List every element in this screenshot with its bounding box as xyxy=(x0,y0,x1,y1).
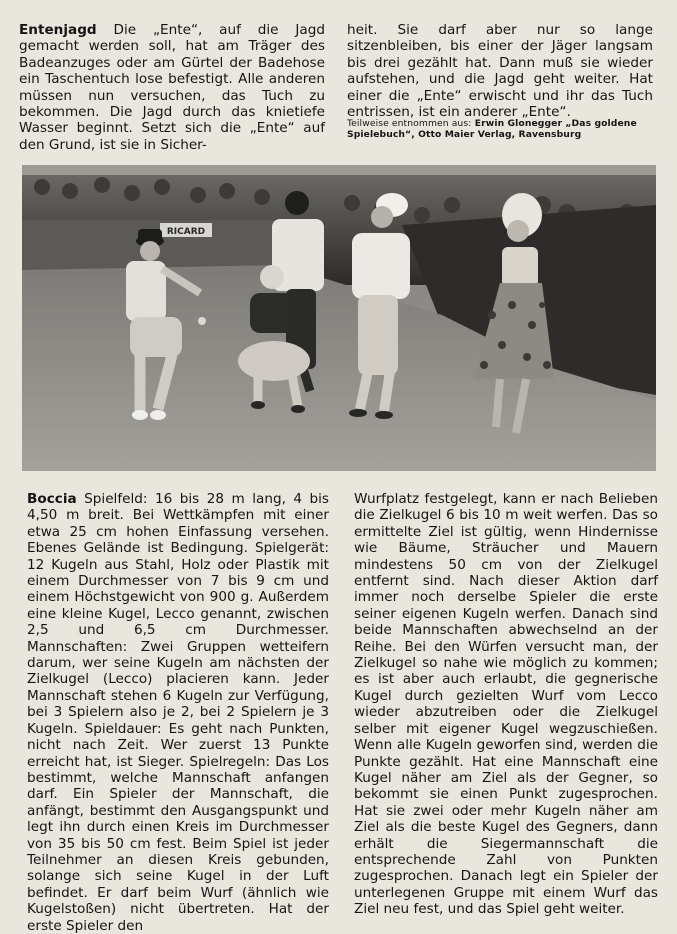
source-credit-text: Erwin Glonegger „Das goldene Spielebuch“, Otto Maier Verlag, Ravensburg xyxy=(347,118,637,140)
entenjagd-column-left xyxy=(19,22,325,153)
entenjagd-column-right xyxy=(347,22,653,120)
source-credit-label: Teilweise entnommen aus: xyxy=(347,118,472,129)
boccia-photo xyxy=(22,165,656,471)
source-credit xyxy=(347,118,653,140)
boccia-text-right: Wurfplatz festgelegt, kann er nach Belieben die Zielkugel 6 bis 10 m weit werfen. Das so ermittelte Ziel ist gültig, wenn Hindernisse wie Bäume, Sträucher und Mauern mindestens 50 cm von der Zielkugel entfernt sind. Nach dieser Aktion darf immer noch derselbe Spieler die erste seiner eigenen Kugeln werfen. Danach sind beide Mannschaften abwechselnd an der Reihe. Bei den Würfen versucht man, der Zielkugel so nahe wie möglich zu kommen; es ist aber auch erlaubt, die gegnerische Kugel durch gezielten Wurf vom Lecco wieder abzutreiben oder die Zielkugel selber mit eigener Kugel wegzuschießen. Wenn alle Kugeln geworfen sind, werden die Punkte gezählt. Hat eine Mannschaft eine Kugel näher am Ziel als der Gegner, so bekommt sie einen Punkt zugesprochen. Hat sie zwei oder mehr Kugeln näher am Ziel als die beste Kugel des Gegners, dann erhält die Siegermannschaft die entsprechende Zahl von Punkten zugesprochen. Danach legt ein Spieler der unterlegenen Gruppe mit einem Wurf das Ziel neu fest, und das Spiel geht weiter. xyxy=(354,491,658,918)
boccia-title: Boccia xyxy=(27,491,77,507)
boccia-text-left: Spielfeld: 16 bis 28 m lang, 4 bis 4,50 m breit. Bei Wettkämpfen mit einer etwa 25 cm hohen Einfassung versehen. Ebenes Gelände ist Bedingung. Spielgerät: 12 Kugeln aus Stahl, Holz oder Plastik mit einem Durchmesser von 7 bis 9 cm und einem Höchstgewicht von 900 g. Außerdem eine kleine Kugel, Lecco genannt, zwischen 2,5 und 6,5 cm Durchmesser. Mannschaften: Zwei Gruppen wetteifern darum, wer seine Kugeln am nächsten der Zielkugel (Lecco) placieren kann. Jeder Mannschaft stehen 6 Kugeln zur Verfügung, bei 3 Spielern also je 2, bei 2 Spielern je 3 Kugeln. Spieldauer: Es geht nach Punkten, nicht nach Zeit. Wer zuerst 13 Punkte erreicht hat, ist Sieger. Spielregeln: Das Los bestimmt, welche Mannschaft anfangen darf. Ein Spieler der Mannschaft, die anfängt, bestimmt den Ausgangspunkt und legt ihn durch einen Kreis im Durchmesser von 35 bis 50 cm fest. Beim Spiel ist jeder Teilnehmer an diesen Kreis gebunden, solange sich seine Kugel in der Luft befindet. Er darf beim Wurf (ähnlich wie Kugelstoßen) nicht übertreten. Hat der erste Spieler den xyxy=(27,491,329,934)
boccia-ball xyxy=(198,317,206,325)
boccia-photo-illustration xyxy=(22,165,656,471)
entenjagd-title: Entenjagd xyxy=(19,22,97,38)
barrier-banner-text: RICARD xyxy=(166,227,206,237)
entenjagd-text-right: heit. Sie darf aber nur so lange sitzenbleiben, bis einer der Jäger langsam bis drei gezählt hat. Dann muß sie wieder aufstehen, und die Jagd geht weiter. Hat einer die „Ente“ erwischt und ihr das Tuch entrissen, ist ein anderer „Ente“. xyxy=(347,22,653,121)
boccia-column-right xyxy=(354,491,658,918)
boccia-column-left xyxy=(27,491,329,934)
entenjagd-text-left: Die „Ente“, auf die Jagd gemacht werden soll, hat am Träger des Badeanzuges oder am Gürtel der Badehose ein Taschentuch lose befestigt. Alle anderen müssen nun versuchen, das Tuch zu bekommen. Die Jagd durch das knietiefe Wasser beginnt. Setzt sich die „Ente“ auf den Grund, ist sie in Sicher- xyxy=(19,22,325,153)
